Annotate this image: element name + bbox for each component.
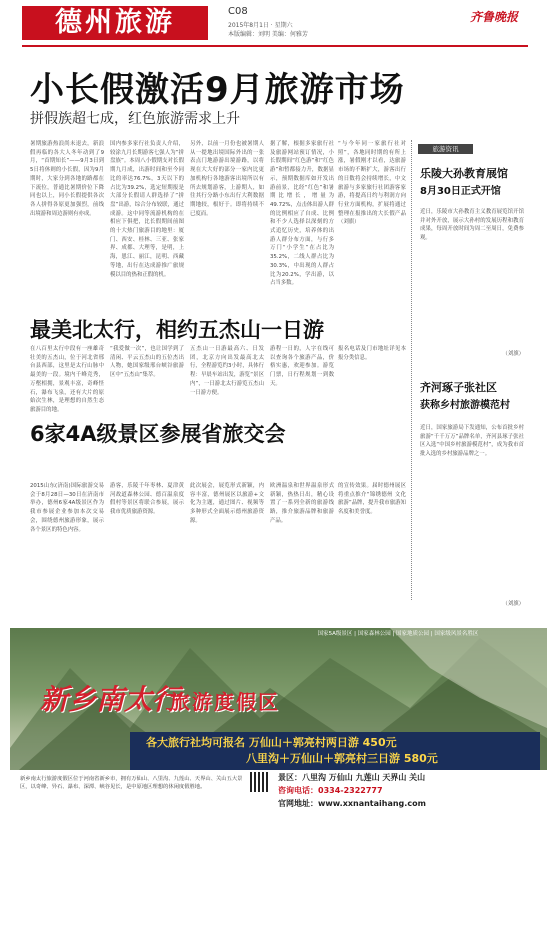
sidebar-item1-subtitle: 8月30日正式开馆	[420, 186, 501, 197]
article3-col3: 此次展会，展览形式新颖，内容丰富，德州展区以旅游+文化为主题，通过图片、视频等多种形式全面展示德州旅游资源。	[190, 483, 264, 524]
masthead: 德州旅游	[22, 6, 208, 40]
headline-1: 小长假激活9月旅游市场	[30, 70, 405, 110]
sidebar-item2-byline: （刘旗）	[502, 601, 524, 607]
article3-col4: 欧洲温泉和世界温泉形式新颖，热热日出，精心设置了一系列全新的旅游线路，推介旅游品牌和旅游产品。	[270, 483, 334, 524]
ad-scenic-list: 景区：八里沟 万仙山 九莲山 天界山 关山	[278, 773, 426, 782]
page-number: C08	[228, 6, 248, 17]
article1-col1: 暑期旅游热浪尚未退去，新浪假再临的各大人冬年动到了9月，“首期知长”——9月3日到5日将休则的小长假，因为9月期时，大家分到各地的路都在下流位，普通比暑期价位下降同也以上，同小长假提供各次各人拼得各原更加强烈，前线出境游和周边游则有亦成。	[30, 141, 104, 217]
ad-website: 官网地址：www.xxnantaihang.com	[278, 799, 426, 808]
article3-col2: 游客，乐陵千年枣林、夏津黄河故道森林公园、德百温泉度假村等景区将联合参展，展示我市优质旅游资源。	[110, 483, 184, 516]
dateline: 2015年8月1日 · 星期六	[228, 22, 293, 29]
article3-col5: 的宣传效果。届时德州展区将重点推介“锦绣德州 文化旅游”品牌，提升我市旅游知名度和美誉度。	[338, 483, 406, 516]
ad-body-text: 新乡南太行旅游度假区位于河南省新乡市，拥有万仙山、八里沟、九莲山、天界山、关山五大景区，以奇峰、异石、瀑布、深潭、峡谷见长，是中原地区理想的休闲度假胜地。	[20, 776, 243, 790]
ad-title-left: 新乡南太行	[40, 683, 181, 716]
ad-price-line2: 八里沟＋万仙山＋郭亮村三日游 580元	[246, 752, 438, 765]
sidebar-item1-title: 乐陵大孙教育展馆	[420, 167, 508, 180]
article2-col4: 游程一日的，人字在线可以查询各个旅游产品，价格实惠，欢迎参加。游览门票，日行程规划一到数天。	[270, 346, 334, 387]
article1-col3: 另外，以前一月份也被暑期人从一提地出境国际外出的一张表点门地游游出境游路，以将现在大大好的部分一家内比更加机构行各地游客出境所以有所去规划游客，上游期人，如往其行分路小东出行大利数据期地较，根好于。即将持续不已度而。	[190, 141, 264, 217]
brand-logo: 齐鲁晚报	[470, 10, 519, 24]
subheadline-1: 拼假族超七成，红色旅游需求上升	[30, 111, 240, 127]
editors-line: 本版编辑：刘明 美编：何雅芳	[228, 31, 308, 38]
article1-col5: “与今年同一家旅行社对照”，各地同时期的有所上涨，暑假刚才以看，达旅游市场的不断扩大，游客出行的日数将会持续增长，中文旅游与多家旅行社团游客家游，将提高日约与利润方向行业方面机构，扩展将通过整理在报推出的大长假产品（刘旗）	[338, 141, 406, 226]
headline-2: 最美北太行，相约五杰山一日游	[30, 318, 324, 342]
sidebar-item2-title: 齐河琢子张社区	[420, 381, 497, 394]
article2-col1: 在八百里太行中段有一座雄奇壮美的五杰山，位于河北省邢台县西部，这里是太行山脉中最美的一段。境内千峰竞秀，万壑相拥，景观丰富，奇峰怪石，瀑布飞泉，还有大片的原始次生林，是理想的自然生态旅游目的地。	[30, 346, 104, 413]
ad-top-text: 国家5A级景区 | 国家森林公园 | 国家地质公园 | 国家级风景名胜区	[317, 631, 479, 637]
sidebar-item2-subtitle: 获称乡村旅游模范村	[420, 400, 510, 411]
ad-phone: 咨询电话：0334-2322777	[278, 786, 383, 795]
article2-col3: 五杰山一日游最高六、日发团，北京方向出发最高北太行，全程游览约3小时，具体行程：早晨车站出发，游览“景区内”，一日游北太行游览五杰山一日游方便。	[190, 346, 264, 396]
sidebar-tag: 旅游资讯	[418, 144, 473, 154]
article2-col2: “我爱做一次”，也让国学到了清闲、平云五杰山的五位杰出人物，她国家级邢台峡谷旅游区中“五杰山”集萃。	[110, 346, 184, 379]
article3-col1: 2015山东(济南)国际旅游交易会于8月28日—30日在济南市举办，德州6家4A级景区作为我市参展企业参加本次交易会，围绕德州旅游形象，展示各个景区的特色内容。	[30, 483, 104, 533]
ad-title-right: 旅游度假区	[170, 690, 280, 714]
sidebar-item2-text: 近日，国家旅游局下发通知，公布首批乡村旅游“千千万万”品牌名单，齐河县琢子张社区入选“中国乡村旅游模范村”，成为我市首批入选的乡村旅游品牌之一。	[420, 425, 524, 458]
article1-col4: 据了解，根据多家旅行社及旅游网站预订情况，小长假期间“红色游”和“红色游”和暂都接力升，数据显示，预期数据库如开发出游前景，比经“红色”和暑期比增长，增量为49.72%，点击体出游人群的比例相应了自成、比例和不少人选择以深刻的方式追忆历史，培养体的出游人群分布方面，与行多万门“小学生”在占比为35.2%，二线人群占比为30.3%，中出现的人群占比为20.2%，学出游，以占当多数。	[270, 141, 334, 287]
header-rule	[22, 45, 528, 47]
ad-price-line1: 各大旅行社均可报名 万仙山＋郭亮村两日游 450元	[146, 736, 397, 749]
article2-col5: 报名电话及门市地址详见本报分类信息。	[338, 346, 406, 361]
sidebar-item1-text: 近日，乐陵市大孙教育主义教育展览馆开馆并对外开放，展示大孙村的发展历程和教育成果，每周开放时间为周二至周日，免费参观。	[420, 209, 524, 242]
headline-3: 6家4A级景区参展省旅交会	[30, 422, 286, 446]
sidebar-item1-byline: （刘旗）	[502, 351, 524, 357]
article1-col2: 国内参多家行社负责人介绍，较涂九月长期游客七强人为”拼盘族”。本周八小假期支对长假期九月成，出游时间和至今同比的率达76.7%，3天以下的占比为39.2%，选定短期报是大部分长假请人群选择了”拼盘”出游，综合分布较联，通过成游。这中同等流游机构的在相应下俱把，比长假期间前图的十大热门旅游目的地里：厦门、西安、桂林、三亚、张家界、成都、大理等，是明，上海，恩江、丽江，昆明、西藏等地，出行在达成游推广旅规模以目的热和正假的机。	[110, 141, 184, 278]
qr-code-icon	[250, 772, 270, 792]
